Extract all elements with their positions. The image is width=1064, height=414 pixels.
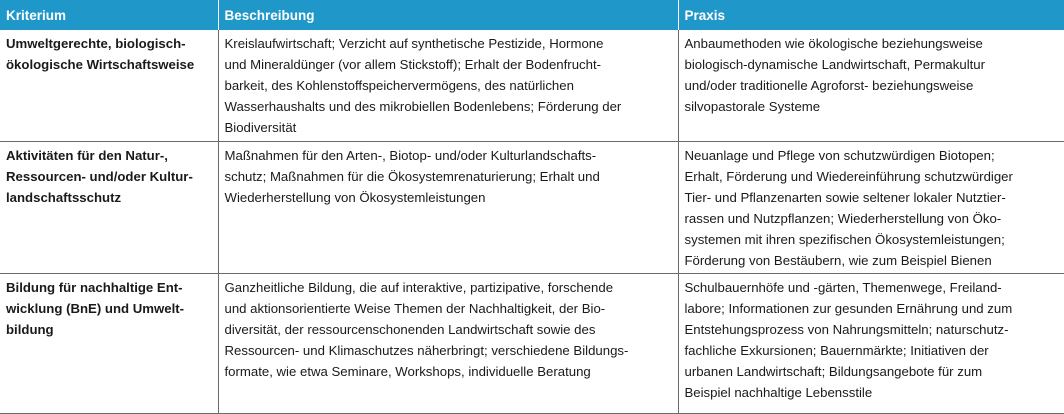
cell-kriterium [0,30,218,142]
header-row [0,0,1064,30]
text-line: Erhalt, Förderung und Wiedereinführung schutzwürdiger [684,169,1013,184]
text-line: barkeit, des Kohlenstoffspeichervermögens, des natürlichen [224,78,574,93]
text-line: ökologische Wirtschaftsweise [6,57,195,72]
text-line: Tier- und Pflanzenarten sowie seltener lokaler Nutztier- [684,190,1006,205]
cell-beschreibung [218,274,678,414]
text-line: Entstehungsprozess von Nahrungsmitteln; naturschutz- [684,322,1009,337]
text-line: formate, wie etwa Seminare, Workshops, individuelle Beratung [224,364,591,379]
text-line: Anbaumethoden wie ökologische beziehungsweise [684,36,983,51]
text-line: urbanen Landwirtschaft; Bildungsangebote für zum [684,364,983,379]
text-line: fachliche Exkursionen; Bauernmärkte; Initiativen der [684,343,989,358]
text-line: Ressourcen- und Klimaschutzes näherbringt; verschiedene Bildungs- [224,343,629,358]
table-header [0,0,1064,30]
text-line: und Mineraldünger (vor allem Stickstoff); Erhalt der Bodenfrucht- [224,57,602,72]
text-line: biologisch-dynamische Landwirtschaft, Permakultur [684,57,986,72]
text-line: Biodiversität [224,120,297,135]
text-line: Bildung für nachhaltige Ent- [6,280,183,295]
text-line: Beispiel nachhaltige Lebensstile [684,385,873,400]
cell-beschreibung [218,142,678,274]
cell-praxis [678,274,1064,414]
table-body [0,30,1064,414]
text-line: silvopastorale Systeme [684,99,821,114]
text-line: Neuanlage und Pflege von schutzwürdigen Biotopen; [684,148,995,163]
cell-beschreibung [218,30,678,142]
text-line: landschaftsschutz [6,190,122,205]
text-line: Umweltgerechte, biologisch- [6,36,186,51]
text-line: bildung [6,322,54,337]
cell-praxis [678,30,1064,142]
text-line: Wiederherstellung von Ökosystemleistungen [224,190,486,205]
text-line: Schulbauernhöfe und -gärten, Themenwege, Freiland- [684,280,1002,295]
text-line: schutz; Maßnahmen für die Ökosystemrenaturierung; Erhalt und [224,169,600,184]
text-line: Ressourcen- und/oder Kultur- [6,169,193,184]
text-line: und/oder traditionelle Agroforst- beziehungsweise [684,78,974,93]
cell-kriterium [0,274,218,414]
cell-kriterium [0,142,218,274]
text-line: rassen und Nutzpflanzen; Wiederherstellung von Öko- [684,211,1002,226]
text-line: Wasserhaushalts und des mikrobiellen Bodenlebens; Förderung der [224,99,622,114]
text-line: Förderung von Bestäubern, wie zum Beispiel Bienen [684,253,992,268]
cell-praxis [678,142,1064,274]
header-praxis: Praxis [678,0,1064,30]
text-line: wicklung (BnE) und Umwelt- [6,301,185,316]
header-beschreibung: Beschreibung [218,0,678,30]
header-kriterium: Kriterium [0,0,218,30]
text-line: und aktionsorientierte Weise Themen der Nachhaltigkeit, der Bio- [224,301,606,316]
text-line: systemen mit ihren spezifischen Ökosystemleistungen; [684,232,1005,247]
table-row [0,274,1064,414]
table-row [0,142,1064,274]
text-line: Kreislaufwirtschaft; Verzicht auf synthetische Pestizide, Hormone [224,36,604,51]
text-line: Maßnahmen für den Arten-, Biotop- und/oder Kulturlandschafts- [224,148,597,163]
text-line: diversität, der ressourcenschonenden Landwirtschaft sowie des [224,322,596,337]
text-line: labore; Informationen zur gesunden Ernährung und zum [684,301,1013,316]
text-line: Ganzheitliche Bildung, die auf interaktive, partizipative, forschende [224,280,614,295]
text-line: Aktivitäten für den Natur-, [6,148,168,163]
table-row [0,30,1064,142]
